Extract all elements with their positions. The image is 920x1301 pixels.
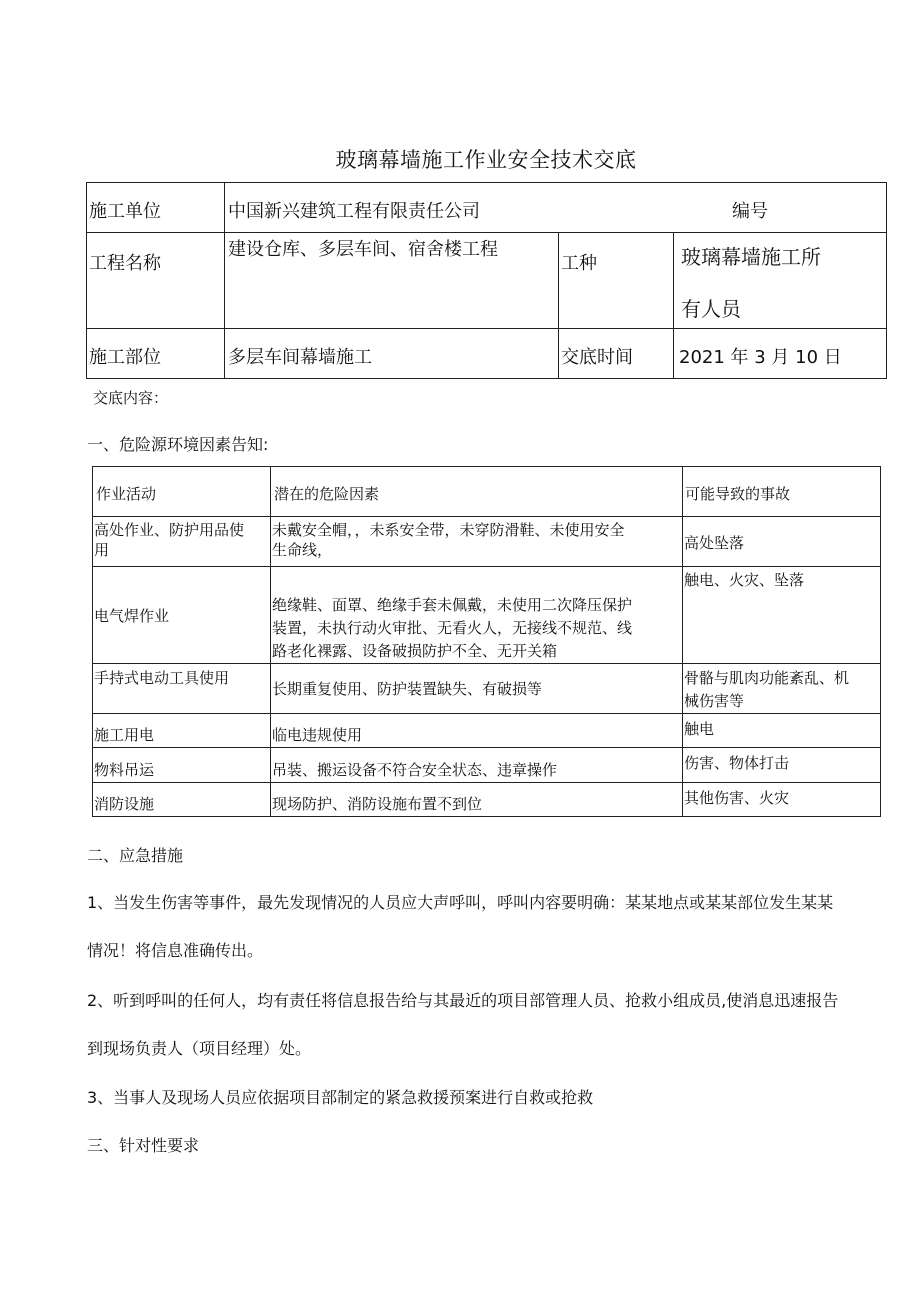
paragraph-3: 3、当事人及现场人员应依据项目部制定的紧急救援预案进行自救或抢救: [87, 1088, 594, 1107]
paragraph-1-line-1: 1、当发生伤害等事件，最先发现情况的人员应大声呼叫，呼叫内容要明确：某某地点或某某部位发生某某: [87, 893, 834, 912]
column-header-hazard: 潜在的危险因素: [274, 485, 380, 503]
hazard-row-divider: [93, 663, 880, 664]
row-accident: 伤害、物体打击: [684, 754, 790, 772]
date-value: 2021 年 3 月 10 日: [679, 347, 842, 368]
header-row-divider: [87, 328, 886, 329]
row-accident: 触电: [684, 720, 715, 738]
hazard-row-divider: [93, 713, 880, 714]
paragraph-1-line-2: 情况！将信息准确传出。: [87, 941, 264, 960]
paragraph-2-line-2: 到现场负责人（项目经理）处。: [87, 1039, 312, 1058]
row-accident: 高处坠落: [684, 534, 745, 552]
part-value: 多层车间幕墙施工: [228, 347, 372, 368]
row-hazard: 装置，未执行动火审批、无看火人，无接线不规范、线: [272, 619, 633, 637]
header-col-divider: [673, 232, 674, 378]
row-hazard: 路老化裸露、设备破损防护不全、无开关箱: [272, 642, 558, 660]
trade-label: 工种: [561, 253, 597, 274]
column-header-activity: 作业活动: [96, 485, 157, 503]
unit-value: 中国新兴建筑工程有限责任公司: [228, 201, 480, 222]
hazard-col-divider: [270, 467, 271, 816]
hazard-row-divider: [93, 516, 880, 517]
header-table: [86, 182, 887, 379]
hazard-row-divider: [93, 747, 880, 748]
paragraph-2-line-1: 2、听到呼叫的任何人，均有责任将信息报告给与其最近的项目部管理人员、抢救小组成员,使消息迅速报告: [87, 991, 839, 1010]
hazard-row-divider: [93, 782, 880, 783]
date-label: 交底时间: [561, 347, 633, 368]
row-activity: 用: [94, 541, 110, 559]
row-hazard: 临电违规使用: [272, 726, 363, 744]
section2-heading: 二、应急措施: [87, 846, 184, 865]
trade-value-line1: 玻璃幕墙施工所: [681, 245, 821, 269]
intro-label: 交底内容：: [93, 389, 169, 407]
column-header-accident: 可能导致的事故: [685, 485, 791, 503]
row-activity: 消防设施: [94, 795, 155, 813]
row-hazard: 现场防护、消防设施布置不到位: [272, 795, 483, 813]
section1-heading: 一、危险源环境因素告知:: [87, 435, 269, 454]
row-hazard: 绝缘鞋、面罩、绝缘手套未佩戴，未使用二次降压保护: [272, 596, 633, 614]
row-activity: 施工用电: [94, 726, 155, 744]
header-col-divider: [558, 232, 559, 378]
hazard-col-divider: [682, 467, 683, 816]
row-activity: 手持式电动工具使用: [94, 669, 230, 687]
document-title: 玻璃幕墙施工作业安全技术交底: [335, 148, 637, 172]
row-hazard: 未戴安全帽，，未系安全带，未穿防滑鞋、未使用安全: [272, 521, 625, 539]
row-activity: 物料吊运: [94, 761, 155, 779]
row-hazard: 长期重复使用、防护装置缺失、有破损等: [272, 680, 543, 698]
row-hazard: 生命线，: [272, 541, 333, 559]
row-accident: 械伤害等: [684, 692, 745, 710]
number-label: 编号: [732, 201, 768, 222]
project-value: 建设仓库、多层车间、宿舍楼工程: [228, 239, 498, 260]
row-activity: 电气焊作业: [94, 607, 170, 625]
hazard-row-divider: [93, 566, 880, 567]
header-col-divider: [224, 183, 225, 378]
row-hazard: 吊装、搬运设备不符合安全状态、违章操作: [272, 761, 558, 779]
project-label: 工程名称: [89, 253, 161, 274]
part-label: 施工部位: [89, 347, 161, 368]
row-accident: 骨骼与肌肉功能紊乱、机: [684, 669, 850, 687]
row-activity: 高处作业、防护用品使: [94, 521, 245, 539]
row-accident: 触电、火灾、坠落: [684, 571, 805, 589]
section3-heading: 三、针对性要求: [87, 1136, 200, 1155]
header-row-divider: [87, 232, 886, 233]
unit-label: 施工单位: [89, 201, 161, 222]
row-accident: 其他伤害、火灾: [684, 789, 790, 807]
trade-value-line2: 有人员: [681, 297, 741, 321]
hazard-table: [92, 466, 881, 817]
